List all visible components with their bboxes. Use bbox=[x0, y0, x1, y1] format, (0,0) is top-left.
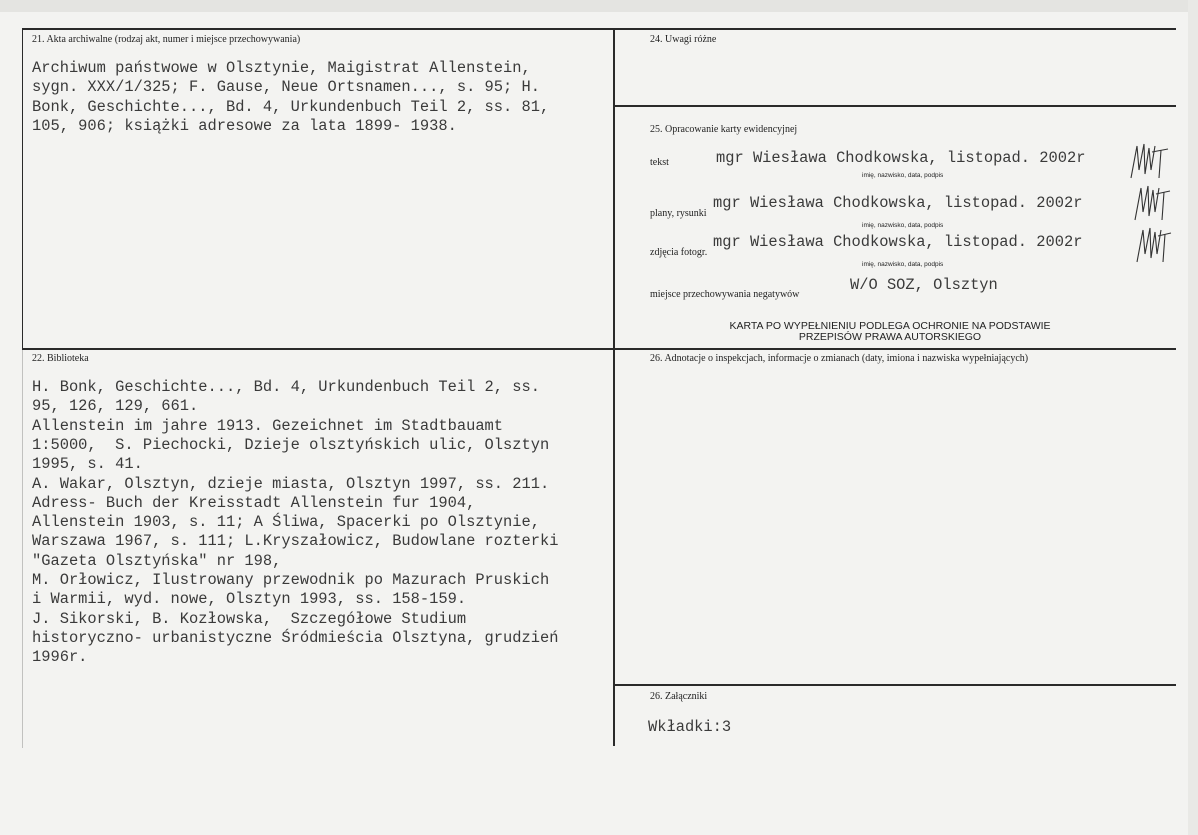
signature-1 bbox=[1128, 140, 1174, 182]
plans-row-value: mgr Wiesława Chodkowska, listopad. 2002r bbox=[713, 194, 1083, 212]
attachments-value: Wkładki:3 bbox=[648, 718, 732, 736]
remarks-bottom-border bbox=[614, 105, 1176, 107]
paper-edge-right bbox=[1188, 0, 1198, 835]
text-row-value: mgr Wiesława Chodkowska, listopad. 2002r bbox=[716, 149, 1086, 167]
library-line-13: J. Sikorski, B. Kozłowska, Szczegółowe Studium bbox=[32, 609, 467, 628]
copyright-notice-line-2: PRZEPISÓW PRAWA AUTORSKIEGO bbox=[798, 331, 982, 343]
left-border-lower bbox=[22, 348, 23, 748]
library-line-3: Allenstein im jahre 1913. Gezeichnet im Stadtbauamt bbox=[32, 416, 504, 435]
card-preparation-label: 25. Opracowanie karty ewidencyjnej bbox=[650, 124, 798, 135]
signature-2 bbox=[1132, 182, 1174, 224]
plans-row-caption: imię, nazwisko, data, podpis bbox=[862, 222, 944, 229]
library-line-2: 95, 126, 129, 661. bbox=[32, 397, 199, 416]
archival-line-2: sygn. XXX/1/325; F. Gause, Neue Ortsnamen..., s. 95; H. bbox=[32, 78, 540, 97]
library-line-14: historyczno- urbanistyczne Śródmieścia Olsztyna, grudzień bbox=[32, 628, 559, 647]
library-line-7: Adress- Buch der Kreisstadt Allenstein fur 1904, bbox=[32, 493, 476, 512]
library-line-4: 1:5000, S. Piechocki, Dzieje olsztyńskich ulic, Olsztyn bbox=[32, 435, 550, 454]
library-line-12: i Warmii, wyd. nowe, Olsztyn 1993, ss. 158-159. bbox=[32, 590, 467, 609]
center-divider bbox=[613, 28, 615, 746]
archival-line-4: 105, 906; książki adresowe za lata 1899- 1938. bbox=[32, 116, 457, 135]
library-line-11: M. Orłowicz, Ilustrowany przewodnik po Mazurach Pruskich bbox=[32, 571, 550, 589]
library-line-8: Allenstein 1903, s. 11; A Śliwa, Spacerki po Olsztynie, bbox=[32, 513, 540, 532]
left-border bbox=[22, 28, 23, 350]
photos-row-value: mgr Wiesława Chodkowska, listopad. 2002r bbox=[713, 233, 1083, 251]
text-row-caption: imię, nazwisko, data, podpis bbox=[862, 172, 944, 179]
remarks-label: 24. Uwagi różne bbox=[650, 34, 717, 45]
attachments-label: 26. Załączniki bbox=[650, 691, 708, 702]
copyright-notice-line-1: KARTA PO WYPEŁNIENIU PODLEGA OCHRONIE NA PODSTAWIE bbox=[729, 320, 1051, 332]
archival-line-3: Bonk, Geschichte..., Bd. 4, Urkundenbuch Teil 2, ss. 81, bbox=[32, 97, 550, 116]
top-border bbox=[22, 28, 1176, 30]
middle-border bbox=[22, 348, 1176, 350]
archival-label: 21. Akta archiwalne (rodzaj akt, numer i miejsce przechowywania) bbox=[32, 34, 301, 45]
negatives-value: W/O SOZ, Olsztyn bbox=[850, 276, 998, 294]
copyright-notice bbox=[690, 321, 1090, 343]
photos-row-label: zdjęcia fotogr. bbox=[650, 247, 708, 258]
library-line-9: Warszawa 1967, s. 111; L.Kryszałowicz, Budowlane rozterki bbox=[32, 532, 559, 551]
paper-edge-top bbox=[0, 0, 1198, 12]
signature-3 bbox=[1134, 224, 1174, 266]
annotations-label: 26. Adnotacje o inspekcjach, informacje o zmianach (daty, imiona i nazwiska wypełniających) bbox=[650, 353, 1029, 364]
library-line-6: A. Wakar, Olsztyn, dzieje miasta, Olsztyn 1997, ss. 211. bbox=[32, 474, 550, 493]
library-line-10: "Gazeta Olsztyńska" nr 198, bbox=[32, 551, 282, 570]
library-label: 22. Biblioteka bbox=[32, 353, 89, 364]
archival-line-1: Archiwum państwowe w Olsztynie, Maigistrat Allenstein, bbox=[32, 59, 531, 77]
library-line-5: 1995, s. 41. bbox=[32, 455, 143, 474]
plans-row-label: plany, rysunki bbox=[650, 208, 707, 219]
photos-row-caption: imię, nazwisko, data, podpis bbox=[862, 261, 944, 268]
library-line-15: 1996r. bbox=[32, 648, 88, 667]
library-line-1: H. Bonk, Geschichte..., Bd. 4, Urkundenbuch Teil 2, ss. bbox=[32, 378, 540, 396]
annotations-bottom-border bbox=[614, 684, 1176, 686]
text-row-label: tekst bbox=[650, 157, 669, 168]
negatives-label: miejsce przechowywania negatywów bbox=[650, 289, 800, 300]
